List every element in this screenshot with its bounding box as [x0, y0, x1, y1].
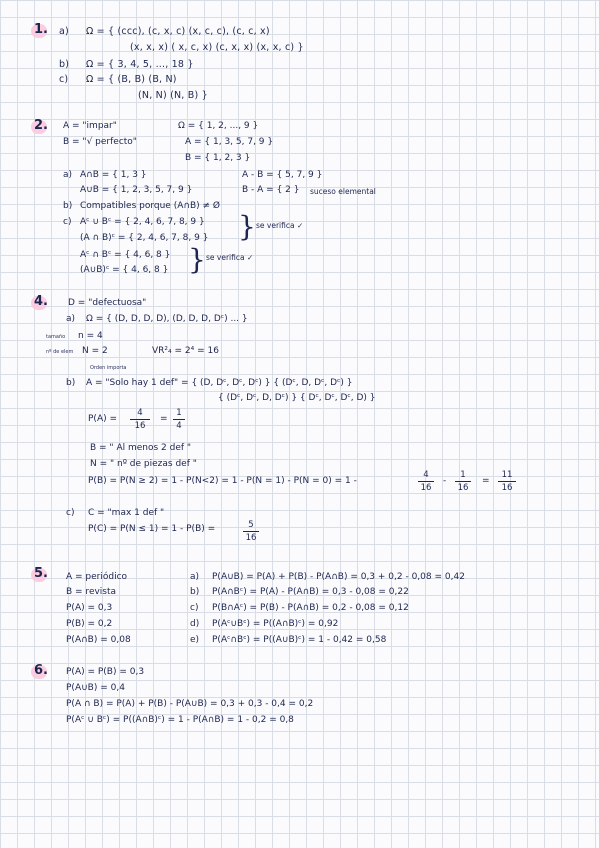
event-a-line: { (Dᶜ, Dᶜ, D, Dᶜ) } { Dᶜ, Dᶜ, Dᶜ, D) }: [218, 393, 376, 403]
exercise-number-2: 2.: [34, 118, 48, 133]
item-label: c): [66, 508, 75, 518]
right-brace: }: [188, 243, 206, 276]
fraction-bar: [498, 481, 516, 482]
numerator: 11: [501, 470, 513, 480]
event-definition: B = revista: [66, 587, 117, 597]
sample-space-line: (x, x, x) ( x, c, x) (c, x, x) (x, x, c) }: [130, 42, 304, 53]
intersection: A∩B = { 1, 3 }: [80, 170, 147, 180]
exercise-number-4: 4.: [34, 294, 48, 309]
event-definition: A = "impar": [63, 121, 117, 131]
event-definition: A = periódico: [66, 572, 128, 582]
event-definition: D = "defectuosa": [68, 298, 147, 308]
item-label: a): [66, 314, 76, 324]
result-line: P(B∩Aᶜ) = P(B) - P(A∩B) = 0,2 - 0,08 = 0,12: [212, 603, 409, 613]
equals: =: [160, 414, 168, 424]
fraction: [243, 520, 259, 543]
event-definition: B = "√ perfecto": [63, 137, 137, 147]
event-a-line: A = "Solo hay 1 def" = { (D, Dᶜ, Dᶜ, Dᶜ) } { (Dᶜ, D, Dᶜ, Dᶜ) }: [86, 378, 353, 388]
result-line: P(Aᶜ∪Bᶜ) = P((A∩B)ᶜ) = 0,92: [212, 619, 339, 629]
numerator: 4: [423, 470, 429, 480]
equals: =: [482, 476, 490, 486]
fraction-bar: [455, 481, 471, 482]
numerator: 5: [248, 520, 254, 530]
item-label: b): [66, 378, 76, 388]
sample-space-line: Ω = { (ccc), (c, x, c) (x, c, c), (c, c, x): [86, 26, 270, 37]
morgan-line: Aᶜ ∩ Bᶜ = { 4, 6, 8 }: [80, 250, 171, 260]
item-label: b): [63, 201, 73, 211]
sample-space: Ω = { 1, 2, ..., 9 }: [178, 121, 259, 131]
sample-space-line: Ω = { (B, B) (B, N): [86, 74, 177, 85]
sample-space-line: Ω = { 3, 4, 5, ..., 18 }: [86, 59, 194, 70]
exercise-number-5: 5.: [34, 566, 48, 581]
item-label: e): [190, 635, 200, 645]
given-probability: P(A) = 0,3: [66, 603, 113, 613]
item-label: c): [59, 74, 69, 85]
numerator: 1: [460, 470, 466, 480]
item-label: a): [63, 170, 73, 180]
fraction: [173, 408, 185, 431]
morgan-line: (A ∩ B)ᶜ = { 2, 4, 6, 7, 8, 9 }: [80, 233, 209, 243]
item-label: b): [190, 587, 200, 597]
denominator: 16: [245, 533, 257, 543]
fraction: [498, 470, 516, 493]
fraction-bar: [243, 531, 259, 532]
verification-note: se verifica ✓: [206, 253, 254, 262]
fraction-bar: [173, 419, 185, 420]
order-note: Orden importa: [90, 365, 127, 371]
set-b: B = { 1, 2, 3 }: [185, 153, 251, 163]
denominator: 16: [457, 483, 469, 493]
probability-a: P(A) =: [88, 414, 118, 424]
fraction-bar: [418, 481, 434, 482]
numerator: 4: [137, 408, 143, 418]
sample-space-line: Ω = { (D, D, D, D), (D, D, D, Dᶜ) ... }: [86, 314, 248, 324]
given-probability: P(A∩B) = 0,08: [66, 635, 131, 645]
minus: -: [443, 476, 447, 486]
result-line: P(Aᶜ∩Bᶜ) = P((A∪B)ᶜ) = 1 - 0,42 = 0,58: [212, 635, 387, 645]
fraction: [130, 408, 150, 431]
fraction-bar: [130, 419, 150, 420]
right-brace: }: [238, 210, 256, 243]
denominator: 4: [176, 421, 182, 431]
size-label: tamaño: [46, 334, 66, 340]
elements-label: nº de elem: [46, 349, 74, 355]
size-value: n = 4: [78, 331, 103, 341]
result-line: P(A ∩ B) = P(A) + P(B) - P(A∪B) = 0,3 + 0,3 - 0,4 = 0,2: [66, 699, 314, 709]
variable-n-def: N = " nº de piezas def ": [90, 459, 197, 469]
event-c-def: C = "max 1 def ": [88, 508, 165, 518]
event-b-def: B = " Al menos 2 def ": [90, 443, 192, 453]
set-a: A = { 1, 3, 5, 7, 9 }: [185, 137, 274, 147]
result-line: P(A∪B) = P(A) + P(B) - P(A∩B) = 0,3 + 0,2 - 0,08 = 0,42: [212, 572, 465, 582]
item-label: c): [190, 603, 199, 613]
union: A∪B = { 1, 2, 3, 5, 7, 9 }: [80, 185, 193, 195]
exercise-number-6: 6.: [34, 663, 48, 678]
fraction: [455, 470, 471, 493]
sample-space-line: (N, N) (N, B) }: [138, 90, 208, 101]
probability-b: P(B) = P(N ≥ 2) = 1 - P(N<2) = 1 - P(N = 1) - P(N = 0) = 1 -: [88, 476, 357, 486]
result-line: P(Aᶜ ∪ Bᶜ) = P((A∩B)ᶜ) = 1 - P(A∩B) = 1 - 0,2 = 0,8: [66, 715, 294, 725]
item-label: a): [190, 572, 200, 582]
result-line: P(A∩Bᶜ) = P(A) - P(A∩B) = 0,3 - 0,08 = 0,22: [212, 587, 409, 597]
item-label: b): [59, 59, 70, 70]
probability-c: P(C) = P(N ≤ 1) = 1 - P(B) =: [88, 524, 216, 534]
given-probability: P(B) = 0,2: [66, 619, 113, 629]
variations-formula: VR²₄ = 2⁴ = 16: [152, 346, 219, 356]
denominator: 16: [501, 483, 513, 493]
given-probability: P(A∪B) = 0,4: [66, 683, 125, 693]
item-label: d): [190, 619, 200, 629]
difference-a-b: A - B = { 5, 7, 9 }: [242, 170, 323, 180]
suceso-note: suceso elemental: [310, 187, 376, 196]
verification-note: se verifica ✓: [256, 221, 304, 230]
exercise-number-1: 1.: [34, 22, 48, 37]
item-label: c): [63, 217, 72, 227]
numerator: 1: [176, 408, 182, 418]
denominator: 16: [420, 483, 432, 493]
morgan-line: Aᶜ ∪ Bᶜ = { 2, 4, 6, 7, 8, 9 }: [80, 217, 205, 227]
difference-b-a: B - A = { 2 }: [242, 185, 300, 195]
denominator: 16: [134, 421, 146, 431]
elements-value: N = 2: [82, 346, 108, 356]
fraction: [418, 470, 434, 493]
item-label: a): [59, 26, 69, 37]
compatibility-text: Compatibles porque (A∩B) ≠ Ø: [80, 201, 220, 211]
morgan-line: (A∪B)ᶜ = { 4, 6, 8 }: [80, 265, 169, 275]
given-probability: P(A) = P(B) = 0,3: [66, 667, 145, 677]
